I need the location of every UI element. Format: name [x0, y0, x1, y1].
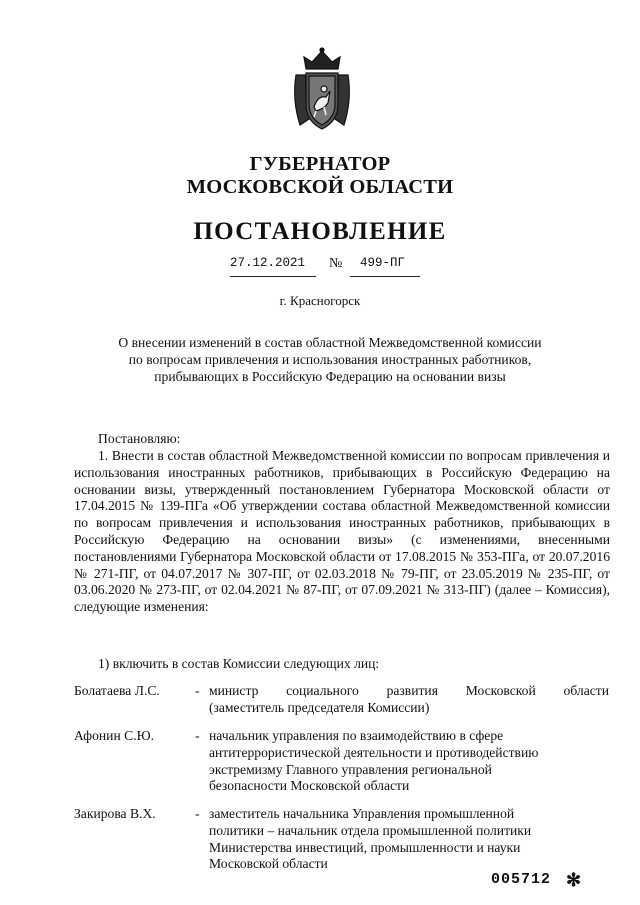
position-line: политики – начальник отдела промышленной политики: [209, 822, 532, 838]
position-line: начальник управления по взаимодействию в сфере: [209, 728, 504, 743]
member-position: [209, 806, 609, 873]
city-of-issue: г. Красногорск: [279, 293, 361, 308]
star-mark-icon: ✻: [566, 870, 582, 890]
document-date: 27.12.2021: [230, 256, 316, 277]
member-name: Афонин С.Ю.: [74, 728, 154, 743]
member-dash: -: [195, 728, 200, 743]
authority-title-line1: ГУБЕРНАТОР: [249, 153, 391, 175]
position-line: (заместитель председателя Комиссии): [209, 699, 430, 715]
clause-1: 1) включить в состав Комиссии следующих лиц:: [98, 656, 380, 671]
member-position: [209, 683, 609, 717]
member-name: Закирова В.Х.: [74, 806, 156, 821]
member-dash: -: [195, 806, 200, 821]
paragraph-1: 1. Внести в состав областной Межведомственной комиссии по вопросам привлечения и использования иностранных работников, прибывающих в Российскую Федерацию на основании визы, утвержденный постановлением Губернатора Московской области от 17.04.2015 № 139-ПГа «Об утверждении состава областной Межведомственной комиссии по вопросам привлечения и использования иностранных работников, прибывающих в Российскую Федерацию на основании визы» (с изменениями, внесенными постановлениями Губернатора Московской области от 17.08.2015 № 353-ПГа, от 20.07.2016 № 271-ПГ, от 04.07.2017 № 307-ПГ, от 02.03.2018 № 79-ПГ, от 23.05.2019 № 235-ПГ, от 03.06.2020 № 273-ПГ, от 02.04.2021 № 87-ПГ, от 07.09.2021 № 313-ПГ) (далее – Комиссия), следующие изменения:: [74, 448, 610, 615]
authority-title-line2: МОСКОВСКОЙ ОБЛАСТИ: [186, 176, 454, 198]
member-name: Болатаева Л.С.: [74, 683, 160, 698]
subject-line: прибывающих в Российскую Федерацию на основании визы: [154, 368, 506, 384]
position-line: Московской области: [209, 856, 328, 872]
serial-number: 005712: [491, 871, 552, 888]
moscow-region-coat-of-arms-icon: [290, 45, 354, 135]
position-line: безопасности Московской области: [209, 778, 410, 794]
position-line: антитеррористической деятельности и противодействию: [209, 744, 539, 760]
position-line: заместитель начальника Управления промышленной: [209, 806, 515, 821]
member-position: [209, 728, 609, 795]
position-line: министр социального развития Московской области: [209, 683, 609, 698]
subject-line: по вопросам привлечения и использования иностранных работников,: [128, 351, 532, 367]
decree-word: Постановляю:: [98, 431, 181, 446]
document-type-title: ПОСТАНОВЛЕНИЕ: [193, 218, 447, 245]
position-line: Министерства инвестиций, промышленности и науки: [209, 839, 521, 855]
member-dash: -: [195, 683, 200, 698]
document-number: 499-ПГ: [350, 256, 420, 277]
position-line: экстремизму Главного управления региональной: [209, 761, 492, 777]
document-subject: [90, 335, 570, 385]
subject-line: О внесении изменений в состав областной Межведомственной комиссии: [118, 335, 542, 350]
number-sign: №: [329, 256, 343, 271]
